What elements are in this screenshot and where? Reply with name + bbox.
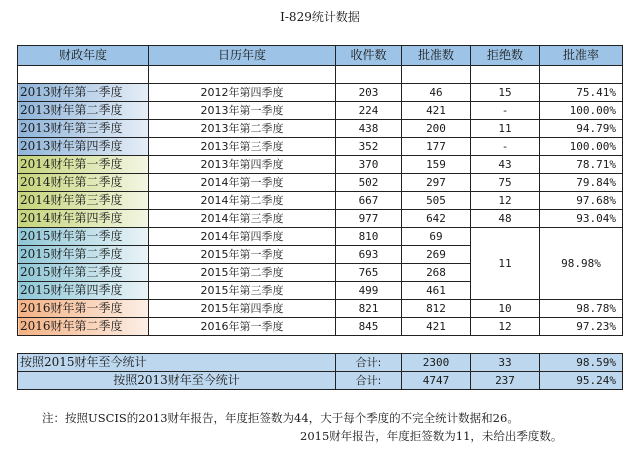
calendar-quarter-cell: 2015年第三季度	[149, 282, 336, 300]
summary-label: 按照2015财年至今统计	[18, 354, 336, 372]
fiscal-quarter-cell: 2013财年第二季度	[18, 102, 149, 120]
denied-cell: 11	[471, 120, 540, 138]
received-cell: 810	[336, 228, 402, 246]
fiscal-quarter-cell: 2015财年第一季度	[18, 228, 149, 246]
summary-row	[18, 372, 623, 390]
summary-total-label: 合计:	[336, 372, 402, 390]
approved-cell: 177	[402, 138, 471, 156]
fiscal-quarter-cell: 2016财年第二季度	[18, 318, 149, 336]
calendar-quarter-cell: 2016年第一季度	[149, 318, 336, 336]
summary-approved: 2300	[402, 354, 471, 372]
rate-cell: 100.00%	[540, 138, 623, 156]
received-cell: 352	[336, 138, 402, 156]
summary-denied: 33	[471, 354, 540, 372]
table-title: I-829统计数据	[280, 10, 360, 24]
received-cell: 765	[336, 264, 402, 282]
calendar-quarter-cell: 2014年第二季度	[149, 192, 336, 210]
table-row	[18, 84, 623, 102]
approved-cell: 269	[402, 246, 471, 264]
header-fiscal-year: 财政年度	[18, 46, 149, 66]
summary-rate: 95.24%	[540, 372, 623, 390]
received-cell: 502	[336, 174, 402, 192]
rate-cell: 97.68%	[540, 192, 623, 210]
table-row	[18, 156, 623, 174]
footnote-line-2: 2015财年报告，年度拒签数为11，未给出季度数。	[300, 429, 563, 443]
denied-cell: 10	[471, 300, 540, 318]
received-cell: 224	[336, 102, 402, 120]
fiscal-quarter-cell: 2015财年第二季度	[18, 246, 149, 264]
received-cell: 438	[336, 120, 402, 138]
header-received: 收件数	[336, 46, 402, 66]
table-row	[18, 138, 623, 156]
footnote-line-1: 注：按照USCIS的2013财年报告，年度拒签数为44，大于每个季度的不完全统计数据和26。	[42, 411, 519, 425]
table-row	[18, 192, 623, 210]
rate-cell-fy2015-merged: 98.98%	[540, 228, 623, 300]
calendar-quarter-cell: 2012年第四季度	[149, 84, 336, 102]
calendar-quarter-cell: 2013年第三季度	[149, 138, 336, 156]
summary-table	[17, 353, 623, 390]
fiscal-quarter-cell: 2014财年第四季度	[18, 210, 149, 228]
summary-rate: 98.59%	[540, 354, 623, 372]
approved-cell: 46	[402, 84, 471, 102]
approved-cell: 421	[402, 318, 471, 336]
denied-cell: -	[471, 102, 540, 120]
denied-cell: 12	[471, 318, 540, 336]
received-cell: 845	[336, 318, 402, 336]
table-row	[18, 102, 623, 120]
header-approval-rate: 批准率	[540, 46, 623, 66]
fiscal-quarter-cell: 2013财年第一季度	[18, 84, 149, 102]
denied-cell: 48	[471, 210, 540, 228]
approved-cell: 505	[402, 192, 471, 210]
received-cell: 693	[336, 246, 402, 264]
approved-cell: 642	[402, 210, 471, 228]
approved-cell: 297	[402, 174, 471, 192]
received-cell: 499	[336, 282, 402, 300]
summary-row	[18, 354, 623, 372]
calendar-quarter-cell: 2015年第二季度	[149, 264, 336, 282]
header-calendar-year: 日历年度	[149, 46, 336, 66]
summary-label: 按照2013财年至今统计	[18, 372, 336, 390]
rate-cell: 94.79%	[540, 120, 623, 138]
rate-cell: 100.00%	[540, 102, 623, 120]
table-row	[18, 120, 623, 138]
summary-total-label: 合计:	[336, 354, 402, 372]
approved-cell: 421	[402, 102, 471, 120]
approved-cell: 159	[402, 156, 471, 174]
rate-cell: 93.04%	[540, 210, 623, 228]
calendar-quarter-cell: 2014年第四季度	[149, 228, 336, 246]
calendar-quarter-cell: 2014年第一季度	[149, 174, 336, 192]
table-row	[18, 228, 623, 246]
rate-cell: 78.71%	[540, 156, 623, 174]
denied-cell: 43	[471, 156, 540, 174]
approved-cell: 461	[402, 282, 471, 300]
header-approved: 批准数	[402, 46, 471, 66]
calendar-quarter-cell: 2015年第一季度	[149, 246, 336, 264]
approved-cell: 268	[402, 264, 471, 282]
rate-cell: 97.23%	[540, 318, 623, 336]
fiscal-quarter-cell: 2013财年第三季度	[18, 120, 149, 138]
approved-cell: 69	[402, 228, 471, 246]
table-row	[18, 318, 623, 336]
received-cell: 667	[336, 192, 402, 210]
rate-cell: 98.78%	[540, 300, 623, 318]
fiscal-quarter-cell: 2015财年第三季度	[18, 264, 149, 282]
approved-cell: 200	[402, 120, 471, 138]
table-header-row	[18, 46, 623, 66]
fiscal-quarter-cell: 2015财年第四季度	[18, 282, 149, 300]
received-cell: 821	[336, 300, 402, 318]
approved-cell: 812	[402, 300, 471, 318]
rate-cell: 79.84%	[540, 174, 623, 192]
statistics-table	[17, 45, 623, 336]
denied-cell: -	[471, 138, 540, 156]
fiscal-quarter-cell: 2016财年第一季度	[18, 300, 149, 318]
fiscal-quarter-cell: 2014财年第一季度	[18, 156, 149, 174]
calendar-quarter-cell: 2014年第三季度	[149, 210, 336, 228]
calendar-quarter-cell: 2013年第一季度	[149, 102, 336, 120]
fiscal-quarter-cell: 2014财年第二季度	[18, 174, 149, 192]
calendar-quarter-cell: 2013年第四季度	[149, 156, 336, 174]
summary-denied: 237	[471, 372, 540, 390]
denied-cell: 15	[471, 84, 540, 102]
received-cell: 370	[336, 156, 402, 174]
denied-cell: 12	[471, 192, 540, 210]
received-cell: 977	[336, 210, 402, 228]
summary-approved: 4747	[402, 372, 471, 390]
table-row	[18, 210, 623, 228]
table-row	[18, 300, 623, 318]
denied-cell-fy2015-merged: 11	[471, 228, 540, 300]
spacer-row	[18, 66, 623, 84]
rate-cell: 75.41%	[540, 84, 623, 102]
received-cell: 203	[336, 84, 402, 102]
fiscal-quarter-cell: 2014财年第三季度	[18, 192, 149, 210]
denied-cell: 75	[471, 174, 540, 192]
calendar-quarter-cell: 2015年第四季度	[149, 300, 336, 318]
fiscal-quarter-cell: 2013财年第四季度	[18, 138, 149, 156]
table-row	[18, 174, 623, 192]
calendar-quarter-cell: 2013年第二季度	[149, 120, 336, 138]
header-denied: 拒绝数	[471, 46, 540, 66]
